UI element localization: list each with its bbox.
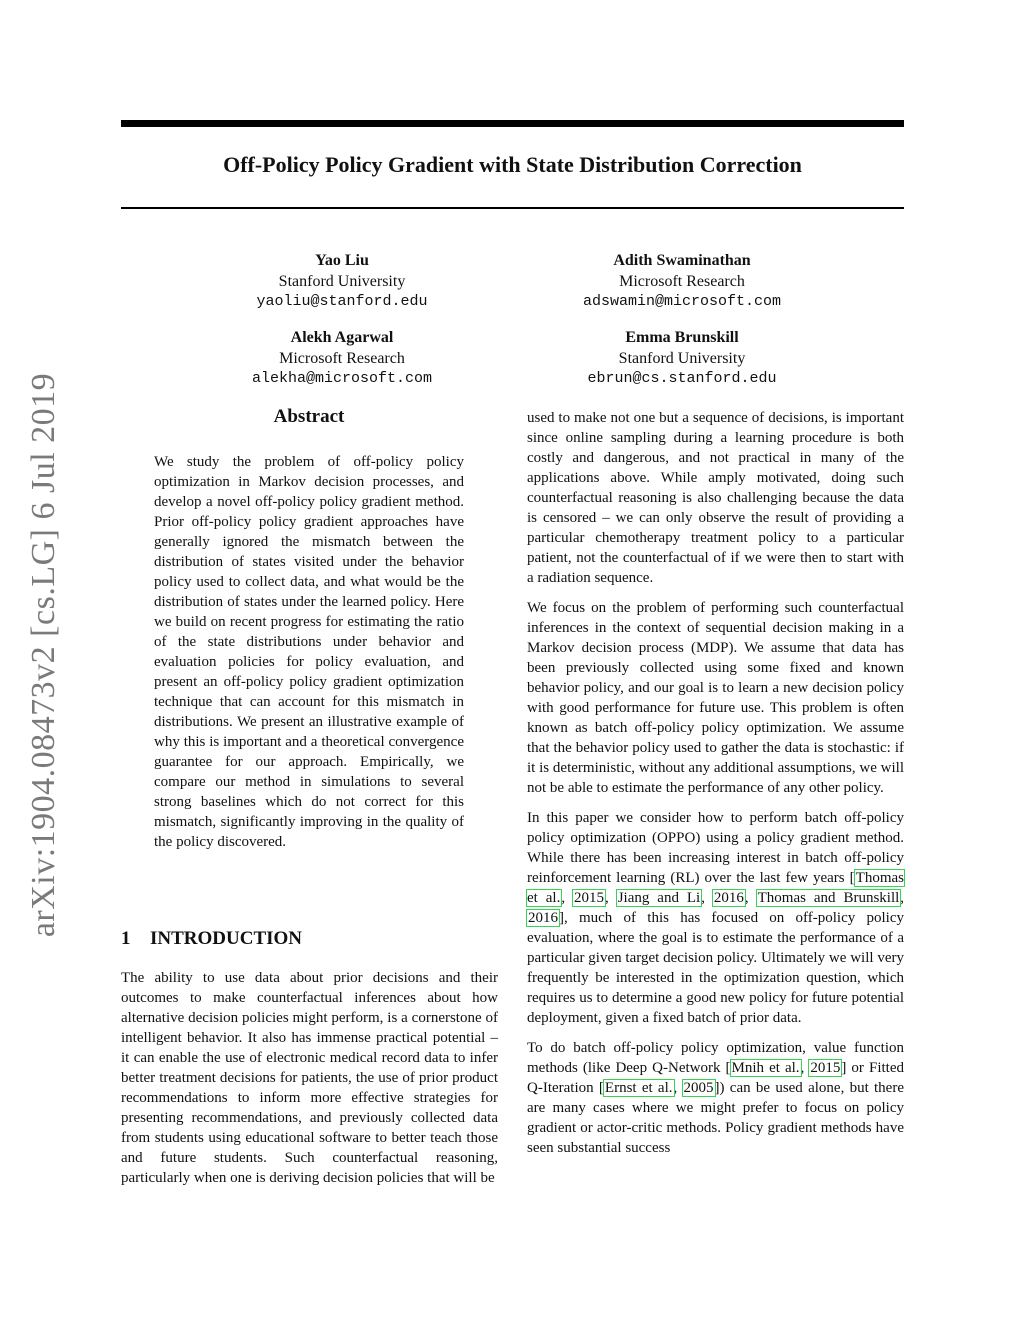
section-number: 1	[121, 928, 131, 949]
title-top-rule	[121, 120, 904, 127]
citation-year-link[interactable]: 2005	[683, 1080, 714, 1096]
author-affiliation: Stanford University	[278, 272, 406, 290]
author-name: Yao Liu	[315, 252, 369, 269]
paper-title: Off-Policy Policy Gradient with State Distribution Correction	[223, 152, 802, 177]
author-affiliation: Microsoft Research	[619, 272, 745, 290]
author-affiliation: Microsoft Research	[279, 349, 405, 367]
citation-link[interactable]: Jiang and Li	[617, 890, 701, 906]
citation-year-link[interactable]: 2015	[574, 890, 605, 906]
citation-link[interactable]: Ernst et al.	[604, 1080, 673, 1096]
citation-year-link[interactable]: 2016	[713, 890, 744, 906]
section-title: INTRODUCTION	[150, 928, 303, 949]
abstract-text: We study the problem of off-policy policy optimization in Markov decision processes, and develop a novel off-policy policy gradient method. Prior off-policy policy gradient approaches have generally ignored the mismatch between the distribution of states visited under the behavior policy used to collect data, and what would be the distribution of states under the learned policy. Here we build on recent progress for estimating the ratio of the state distributions under behavior and evaluation policies for policy evaluation, and present an off-policy policy gradient optimization technique that can account for this mismatch in distributions. We present an illustrative example of why this is important and a theoretical convergence guarantee for our approach. Empirically, we compare our method in simulations to several strong baselines which do not correct for this mismatch, significantly improving in the quality of the policy discovered.	[154, 454, 464, 850]
author-name: Alekh Agarwal	[290, 329, 394, 346]
right-column	[527, 408, 904, 1168]
intro-paragraph-2: We focus on the problem of performing such counterfactual inferences in the context of sequential decision making in a Markov decision process (MDP). We assume that data has been previously collected using some fixed and known behavior policy, and our goal is to learn a new decision policy with good performance for future use. This problem is often known as batch off-policy policy optimization. We assume that the behavior policy used to gather the data is stochastic: if it is deterministic, without any additional assumptions, we will not be able to estimate the performance of any other policy.	[527, 600, 904, 796]
author-email: alekha@microsoft.com	[251, 370, 433, 387]
author-block	[182, 251, 502, 313]
author-email: ebrun@cs.stanford.edu	[587, 370, 777, 387]
author-block	[182, 328, 502, 390]
author-email: yaoliu@stanford.edu	[256, 293, 428, 310]
author-block	[522, 328, 842, 390]
title-bottom-rule	[121, 207, 904, 209]
author-name: Adith Swaminathan	[613, 252, 751, 269]
arxiv-identifier: arXiv:1904.08473v2 [cs.LG] 6 Jul 2019	[25, 372, 62, 938]
citation-link[interactable]: Thomas et al.	[527, 870, 904, 906]
section-heading	[121, 926, 498, 952]
intro-paragraph-4: To do batch off-policy policy optimization, value function methods (like Deep Q-Network [Mnih et al., 2015] or Fitted Q-Iteration [Ernst et al., 2005]) can be used alone, but there are many cases where we might prefer to focus on policy gradient or actor-critic methods. Policy gradient methods have seen substantial success	[527, 1040, 904, 1156]
citation-year-link[interactable]: 2016	[528, 910, 558, 926]
author-name: Emma Brunskill	[625, 329, 739, 346]
citation-link[interactable]: Thomas and Brunskill	[757, 890, 900, 906]
abstract-heading: Abstract	[273, 406, 345, 427]
citation-link[interactable]: Mnih et al.	[731, 1060, 800, 1076]
author-block	[522, 251, 842, 313]
citation-year-link[interactable]: 2015	[810, 1060, 841, 1076]
intro-paragraph-3: In this paper we consider how to perform batch off-policy policy optimization (OPPO) using a policy gradient method. While there has been increasing interest in batch off-policy reinforcement learning (RL) over the last few years [Thomas et al., 2015, Jiang and Li, 2016, Thomas and Brunskill, 2016], much of this has focused on off-policy policy evaluation, where the goal is to estimate the performance of a particular given target decision policy. Ultimately we will very frequently be interested in the optimization question, which requires us to determine a good new policy for future potential deployment, given a fixed batch of prior data.	[527, 810, 905, 1026]
author-affiliation: Stanford University	[618, 349, 746, 367]
intro-paragraph-1: The ability to use data about prior decisions and their outcomes to make counterfactual inferences about how alternative decision policies might perform, is a cornerstone of intelligent behavior. It also has immense practical potential – it can enable the use of electronic medical record data to infer better treatment decisions for patients, the use of prior product recommendations to inform more effective strategies for presenting recommendations, and previously collected data from students using educational software to better teach those and future students. Such counterfactual reasoning, particularly when one is deriving decision policies that will be	[121, 970, 498, 1186]
author-email: adswamin@microsoft.com	[582, 293, 782, 310]
intro-paragraph-1-continued: used to make not one but a sequence of decisions, is important since online sampling during a learning procedure is both costly and dangerous, and not practical in many of the applications above. While amply motivated, doing such counterfactual reasoning is also challenging because the data is censored – we can only observe the result of providing a particular chemotherapy treatment policy to a particular patient, not the counterfactual of if we were then to start with a radiation sequence.	[527, 410, 904, 586]
